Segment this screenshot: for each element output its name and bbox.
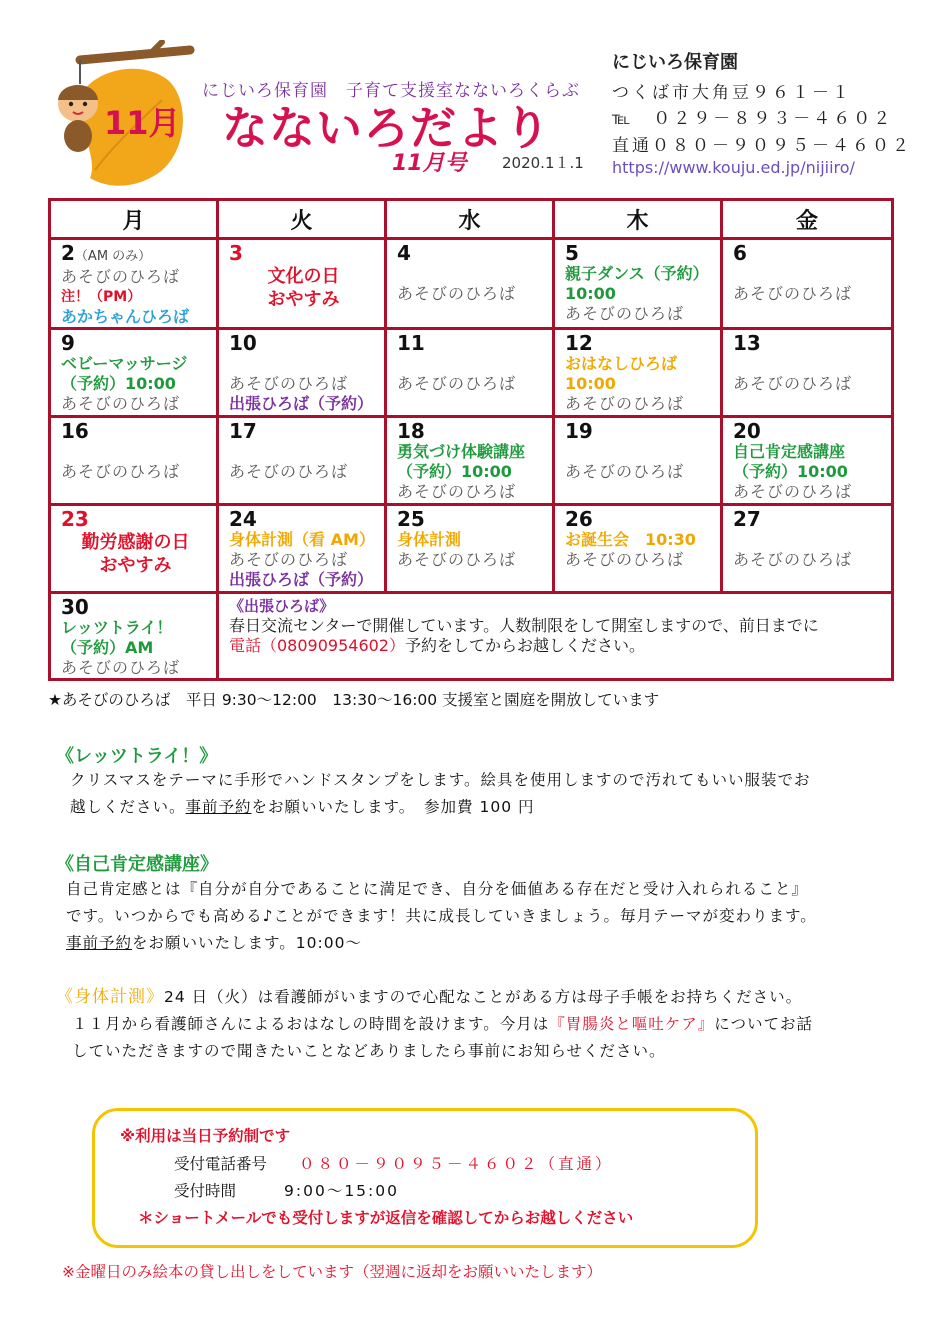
sms-note: ＊ショートメールでも受付しますが返信を確認してからお越しください [138, 1209, 634, 1227]
text-span: 越しください。 [70, 798, 186, 816]
event-asobi: あそびのひろば [733, 550, 853, 569]
event-asobi: あそびのひろば [565, 462, 685, 481]
day-number: 19 [565, 419, 593, 443]
day-note: （AM のみ） [74, 249, 152, 264]
month-badge: 11月 [104, 104, 181, 142]
day-header-fri: 金 [723, 201, 891, 240]
text-line: 自己肯定感とは『自分が自分であることに満足でき、自分を価値ある存在だと受け入れられること』 [66, 880, 808, 898]
section-try-heading: 《レッツトライ！》 [56, 746, 218, 767]
event-asobi: あそびのひろば [229, 374, 349, 393]
outreach-note-cell [219, 594, 891, 678]
section-body-heading: 《身体計測》 [56, 987, 164, 1007]
calendar-cell-27 [723, 506, 891, 594]
event-story: おはなしひろば [565, 354, 678, 373]
holiday-closed: おやすみ [99, 555, 172, 576]
event-baby: あかちゃんひろば [61, 307, 190, 326]
day-header-tue: 火 [219, 201, 387, 240]
calendar-cell-26 [555, 506, 723, 594]
event-asobi: あそびのひろば [565, 394, 685, 413]
calendar-cell-24 [219, 506, 387, 594]
issue-number: 11月号 [392, 151, 467, 176]
calendar-cell-4 [387, 240, 555, 330]
outreach-note-title: 《出張ひろば》 [229, 597, 335, 615]
event-asobi: あそびのひろば [733, 482, 853, 501]
phone-label: 受付電話番号 [174, 1155, 268, 1173]
reservation-required: 事前予約 [185, 798, 252, 816]
day-number: 3 [229, 241, 243, 265]
text-line [66, 930, 906, 957]
section-self-body [66, 876, 906, 957]
calendar-cell-23 [51, 506, 219, 594]
day-number: 9 [61, 331, 75, 355]
event-asobi: あそびのひろば [229, 550, 349, 569]
section-body-measure [56, 984, 906, 1065]
day-header-thu: 木 [555, 201, 723, 240]
day-number: 26 [565, 507, 593, 531]
event-asobi: あそびのひろば [397, 284, 517, 303]
day-number: 20 [733, 419, 761, 443]
org-direct-tel: 直通０８０－９０９５－４６０２ [612, 136, 912, 156]
event-time: （予約）10:00 [733, 462, 848, 481]
section-self-heading: 《自己肯定感講座》 [56, 854, 218, 875]
text-span: 24 日（火）は看護師がいますので心配なことがある方は母子手帳をお持ちください。 [164, 988, 803, 1006]
calendar-week [51, 240, 891, 330]
org-address: つくば市大角豆９６１－１ [612, 83, 852, 103]
calendar-table [48, 198, 894, 681]
text-line [56, 984, 906, 1011]
event-outreach: 出張ひろば（予約） [229, 394, 374, 413]
event-asobi: あそびのひろば [61, 462, 181, 481]
outreach-note-line2 [229, 636, 885, 656]
page-title: なないろだより [222, 101, 551, 155]
event-birthday: お誕生会 10:30 [565, 530, 696, 549]
day-number: 17 [229, 419, 257, 443]
text-line: クリスマスをテーマに手形でハンドスタンプをします。絵具を使用しますので汚れてもいい服装でお [70, 771, 811, 789]
section-try-body [70, 767, 900, 821]
calendar-cell-10 [219, 330, 387, 418]
org-tel: ℡ ０２９－８９３－４６０２ [612, 109, 894, 129]
day-number: 13 [733, 331, 761, 355]
day-number: 5 [565, 241, 579, 265]
reservation-notice: ※利用は当日予約制です [120, 1127, 291, 1145]
reservation-time-row [174, 1179, 399, 1201]
day-number: 11 [397, 331, 425, 355]
calendar-cell-17 [219, 418, 387, 506]
reservation-phone-row [174, 1152, 614, 1174]
topic-highlight: 『胃腸炎と嘔吐ケア』 [549, 1015, 715, 1033]
calendar-week [51, 594, 891, 678]
calendar-cell-18 [387, 418, 555, 506]
event-massage: ベビーマッサージ [61, 354, 188, 373]
day-number: 4 [397, 241, 411, 265]
reservation-required: 事前予約 [66, 934, 133, 952]
event-courage: 勇気づけ体験講座 [397, 442, 526, 461]
calendar-cell-13 [723, 330, 891, 418]
calendar-cell-30 [51, 594, 219, 678]
event-asobi: あそびのひろば [565, 304, 685, 323]
event-measure: 身体計測（看 AM） [229, 530, 375, 549]
calendar-cell-9 [51, 330, 219, 418]
calendar-cell-6 [723, 240, 891, 330]
outreach-note-rest: 予約をしてからお越しください。 [404, 636, 645, 655]
calendar-cell-16 [51, 418, 219, 506]
event-measure: 身体計測 [397, 530, 462, 549]
footer-note: ※金曜日のみ絵本の貸し出しをしています（翌週に返却をお願いいたします） [62, 1263, 602, 1281]
calendar-cell-12 [555, 330, 723, 418]
outreach-note-line1: 春日交流センターで開催しています。人数制限をして開室しますので、前日までに [229, 616, 819, 635]
text-line: していただきますので聞きたいことなどありましたら事前にお知らせください。 [72, 1042, 666, 1060]
event-note: 注！（PM） [61, 289, 142, 305]
open-hours: ★あそびのひろば 平日 9:30～12:00 13:30～16:00 支援室と園庭を開放しています [48, 691, 660, 709]
event-dance: 親子ダンス（予約） [565, 264, 709, 283]
day-number: 25 [397, 507, 425, 531]
subtitle: にじいろ保育園 子育て支援室なないろくらぶ [202, 81, 580, 101]
event-asobi: あそびのひろば [565, 550, 685, 569]
time-value: 9:00～15:00 [284, 1182, 399, 1200]
event-asobi: あそびのひろば [733, 374, 853, 393]
calendar-cell-5 [555, 240, 723, 330]
text-span: についてお話 [714, 1015, 813, 1033]
day-number: 12 [565, 331, 593, 355]
calendar-header-row [51, 201, 891, 240]
event-asobi: あそびのひろば [61, 267, 181, 286]
event-asobi: あそびのひろば [61, 394, 181, 413]
calendar-cell-2 [51, 240, 219, 330]
org-url-link[interactable]: https://www.kouju.ed.jp/nijiiro/ [612, 158, 855, 177]
event-time: （予約）10:00 [397, 462, 512, 481]
issue-date: 2020.1１.1 [502, 154, 584, 172]
calendar-cell-19 [555, 418, 723, 506]
event-time: 10:00 [565, 374, 616, 393]
event-outreach: 出張ひろば（予約） [229, 570, 374, 589]
event-try: レッツトライ！ [61, 618, 173, 637]
time-label: 受付時間 [174, 1182, 237, 1200]
event-asobi: あそびのひろば [397, 550, 517, 569]
holiday-name: 文化の日 [267, 266, 340, 287]
outreach-note-tel: 電話（08090954602） [229, 636, 405, 655]
text-line [70, 794, 900, 821]
calendar-week [51, 418, 891, 506]
text-span: １１月から看護師さんによるおはなしの時間を設けます。今月は [72, 1015, 550, 1033]
day-number: 2 [61, 241, 75, 265]
org-name: にじいろ保育園 [612, 52, 738, 73]
holiday-name: 勤労感謝の日 [81, 532, 190, 553]
phone-number: ０８０－９０９５－４６０２（直通） [299, 1155, 614, 1173]
day-header-wed: 水 [387, 201, 555, 240]
event-time: 10:00 [565, 284, 616, 303]
event-asobi: あそびのひろば [397, 482, 517, 501]
day-number: 10 [229, 331, 257, 355]
day-number: 27 [733, 507, 761, 531]
text-line: です。いつからでも高める♪ことができます！共に成長していきましょう。毎月テーマが変わります。 [66, 907, 817, 925]
day-header-mon: 月 [51, 201, 219, 240]
calendar-cell-3 [219, 240, 387, 330]
event-asobi: あそびのひろば [733, 284, 853, 303]
day-number: 30 [61, 595, 89, 619]
calendar-cell-20 [723, 418, 891, 506]
text-span: をお願いいたします。 参加費 100 円 [251, 798, 535, 816]
day-number: 6 [733, 241, 747, 265]
day-number: 16 [61, 419, 89, 443]
day-number: 23 [61, 507, 89, 531]
event-time: （予約）AM [61, 638, 154, 657]
calendar-week [51, 506, 891, 594]
event-self-esteem: 自己肯定感講座 [733, 442, 846, 461]
event-asobi: あそびのひろば [229, 462, 349, 481]
day-number: 18 [397, 419, 425, 443]
event-time: （予約）10:00 [61, 374, 176, 393]
text-line [56, 1011, 906, 1038]
holiday-closed: おやすみ [267, 289, 340, 310]
event-asobi: あそびのひろば [61, 658, 181, 677]
calendar-cell-11 [387, 330, 555, 418]
event-asobi: あそびのひろば [397, 374, 517, 393]
calendar-week [51, 330, 891, 418]
day-number: 24 [229, 507, 257, 531]
text-span: をお願いいたします。10:00～ [132, 934, 362, 952]
calendar-cell-25 [387, 506, 555, 594]
